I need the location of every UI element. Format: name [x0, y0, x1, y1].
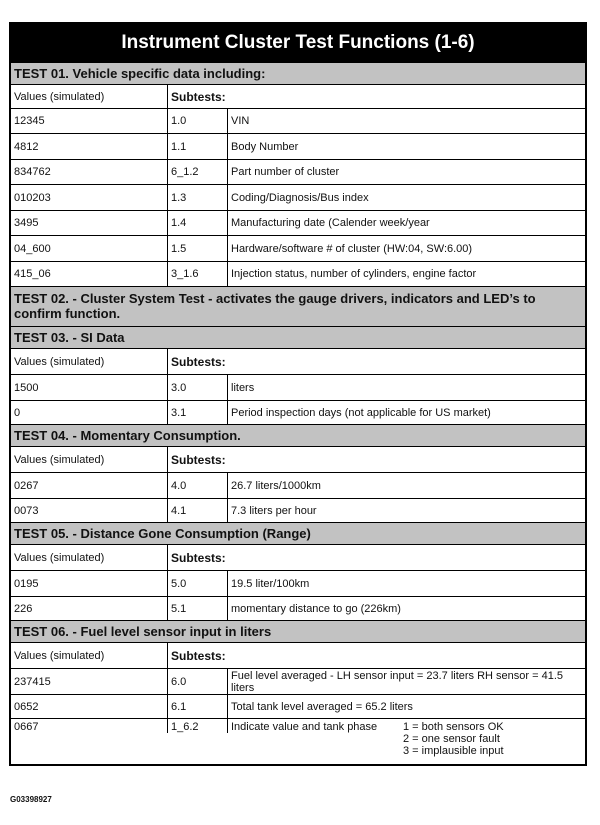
- test-01-heading: TEST 01. Vehicle specific data including:: [11, 62, 585, 84]
- description-cell: Hardware/software # of cluster (HW:04, SW:6.00): [231, 242, 473, 255]
- subtest-cell: 4.1: [168, 499, 228, 522]
- description-cell: Coding/Diagnosis/Bus index: [231, 191, 369, 204]
- table-row: [11, 133, 585, 159]
- table-row: [11, 596, 585, 620]
- table-row: [11, 108, 585, 133]
- description-cell: Body Number: [231, 140, 299, 153]
- description-cell: Manufacturing date (Calender week/year: [231, 217, 430, 229]
- table-row: [11, 472, 585, 498]
- subtest-cell: 6.1: [168, 695, 228, 718]
- subtests-header: Subtests:: [171, 648, 226, 663]
- phase-option: 1 = both sensors OK: [403, 721, 504, 733]
- description-cell: 19.5 liter/100km: [231, 577, 310, 590]
- subtest-cell: 1_6.2: [168, 719, 228, 733]
- values-header: Values (simulated): [11, 349, 168, 374]
- value-cell: 0267: [11, 473, 168, 498]
- subtest-cell: 5.0: [168, 571, 228, 596]
- table-row: [11, 374, 585, 400]
- test-02-heading: TEST 02. - Cluster System Test - activates the gauge drivers, indicators and LED’s to confirm function.: [11, 286, 585, 326]
- subheader-row: [11, 84, 585, 108]
- value-cell: 415_06: [11, 262, 168, 286]
- subtest-cell: 1.0: [168, 109, 228, 133]
- description-cell: Part number of cluster: [231, 166, 340, 178]
- subtests-header: Subtests:: [171, 89, 226, 104]
- value-cell: 010203: [11, 185, 168, 210]
- subtests-header: Subtests:: [171, 452, 226, 467]
- values-header: Values (simulated): [11, 545, 168, 570]
- tank-phase-description: Indicate value and tank phase: [231, 721, 378, 733]
- description-cell: 26.7 liters/1000km: [231, 479, 321, 492]
- table-row: [11, 570, 585, 596]
- value-cell: 0195: [11, 571, 168, 596]
- subtest-cell: 1.3: [168, 185, 228, 210]
- value-cell: 4812: [11, 134, 168, 159]
- value-cell: 0073: [11, 499, 168, 522]
- subheader-row: [11, 544, 585, 570]
- subheader-row: [11, 446, 585, 472]
- phase-option: 3 = implausible input: [403, 745, 504, 757]
- table-row: [11, 498, 585, 522]
- subtest-cell: 1.4: [168, 211, 228, 235]
- value-cell: 834762: [11, 160, 168, 184]
- subtest-cell: 1.5: [168, 236, 228, 261]
- description-cell: Fuel level averaged - LH sensor input = 23.7 liters RH sensor = 41.5 liters: [231, 669, 564, 694]
- description-cell: Period inspection days (not applicable for US market): [231, 406, 491, 419]
- description-cell: 7.3 liters per hour: [231, 504, 317, 517]
- table-row: [11, 184, 585, 210]
- value-cell: 0: [11, 401, 168, 424]
- phase-option: 2 = one sensor fault: [403, 733, 500, 745]
- subtest-cell: 6_1.2: [168, 160, 228, 184]
- tank-phase-options: [403, 721, 504, 757]
- subtests-header: Subtests:: [171, 354, 226, 369]
- value-cell: 12345: [11, 109, 168, 133]
- test-06-heading: TEST 06. - Fuel level sensor input in liters: [11, 620, 585, 642]
- subtest-cell: 3.1: [168, 401, 228, 424]
- table-row: [11, 694, 585, 718]
- test-03-heading: TEST 03. - SI Data: [11, 326, 585, 348]
- subtests-header: Subtests:: [171, 550, 226, 565]
- table-row: [11, 210, 585, 235]
- subtest-cell: 3.0: [168, 375, 228, 400]
- table-row: [11, 668, 585, 694]
- value-cell: 1500: [11, 375, 168, 400]
- subtest-cell: 4.0: [168, 473, 228, 498]
- description-cell: Total tank level averaged = 65.2 liters: [231, 700, 413, 713]
- subtest-cell: 6.0: [168, 669, 228, 694]
- subheader-row: [11, 348, 585, 374]
- value-cell: 3495: [11, 211, 168, 235]
- table-row: [11, 400, 585, 424]
- description-cell: Injection status, number of cylinders, engine factor: [231, 268, 477, 280]
- description-cell: VIN: [231, 115, 250, 127]
- description-cell: [228, 719, 585, 757]
- subheader-row: [11, 642, 585, 668]
- values-header: Values (simulated): [11, 447, 168, 472]
- values-header: Values (simulated): [11, 643, 168, 668]
- table-row: [11, 235, 585, 261]
- description-cell: momentary distance to go (226km): [231, 602, 401, 615]
- figure-id: G03398927: [10, 795, 52, 804]
- subtest-cell: 3_1.6: [168, 262, 228, 286]
- description-cell: liters: [231, 381, 255, 394]
- table-row: [11, 261, 585, 286]
- value-cell: 0652: [11, 695, 168, 718]
- value-cell: 226: [11, 597, 168, 620]
- values-header: Values (simulated): [11, 85, 168, 108]
- value-cell: 0667: [11, 719, 168, 733]
- test-functions-table: [9, 22, 587, 766]
- subtest-cell: 5.1: [168, 597, 228, 620]
- page-title: Instrument Cluster Test Functions (1-6): [11, 24, 585, 62]
- table-row: [11, 159, 585, 184]
- subtest-cell: 1.1: [168, 134, 228, 159]
- table-row: [11, 718, 585, 764]
- test-04-heading: TEST 04. - Momentary Consumption.: [11, 424, 585, 446]
- test-05-heading: TEST 05. - Distance Gone Consumption (Range): [11, 522, 585, 544]
- value-cell: 237415: [11, 669, 168, 694]
- value-cell: 04_600: [11, 236, 168, 261]
